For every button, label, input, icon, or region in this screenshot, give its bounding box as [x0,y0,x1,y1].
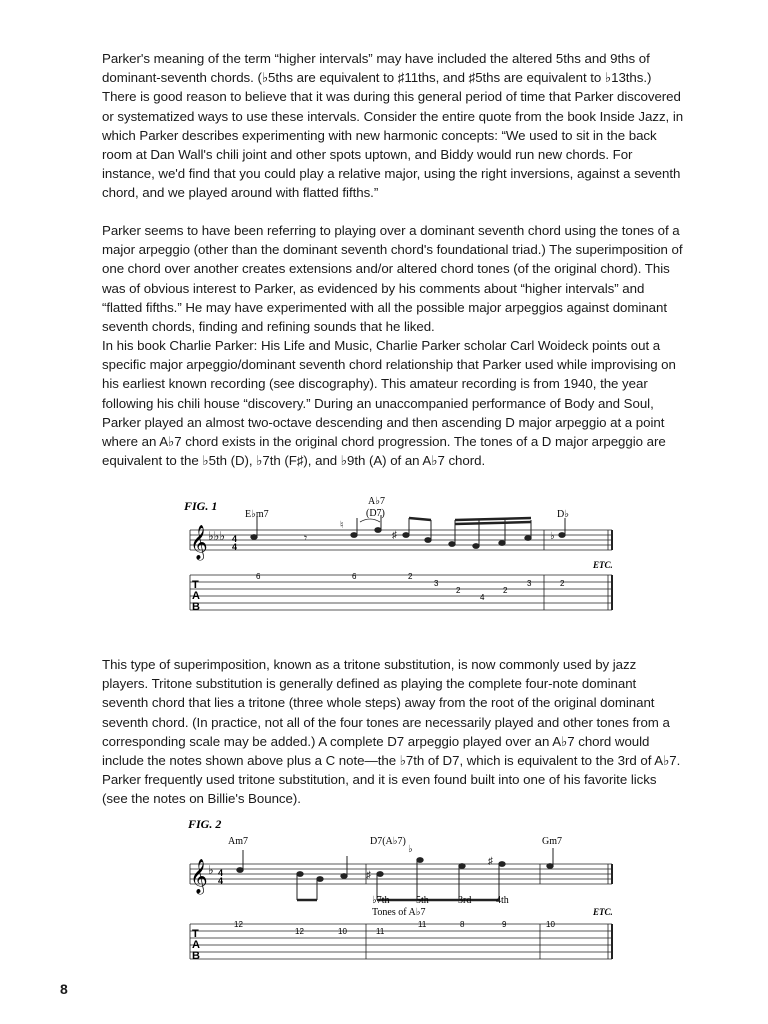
tab-letter-a: A [192,590,200,602]
paragraph-4-text: This type of superimposition, known as a tritone substitution, is now commonly used by jazz players. Tritone substitution is generally defined as playing the complete four-note dominant seventh chord that lies a tritone (three whole steps) away from the root of the original dominant seventh chord. (In practice, not all of the four tones are necessarily played and other tones from a corresponding scale may be added.) A complete D7 arpeggio played over an A♭7 chord would include the notes shown above plus a C note—the ♭7th of D7, which is equivalent to the 3rd of A♭7. Parker frequently used tritone substitution, and it is even found built into one of his favorite licks (see the notes on Billie's Bounce). [102,657,681,807]
tab-letter-b: B [192,950,200,962]
chord-am7: Am7 [228,836,248,847]
chord-db: D♭ [557,509,569,520]
chord-gm7: Gm7 [542,836,562,847]
svg-text:♭: ♭ [408,844,413,855]
figure-1-label: FIG. 1 [184,499,218,513]
tab-number: 10 [546,920,555,929]
fig1-notes [251,515,565,548]
time-signature-icon-2: 4 [218,876,224,886]
key-signature-icon: ♭♭♭ [208,529,225,543]
degree-label: 5th [416,895,429,906]
svg-text:♯: ♯ [366,870,371,881]
chord-ebm7: E♭m7 [245,509,269,520]
time-signature-icon-2: 4 [232,542,238,552]
figure-1-notation [180,490,620,620]
figure-2 [180,812,620,967]
tab-number: 2 [456,586,461,595]
tones-label: Tones of A♭7 [372,907,426,918]
tab-letter-a: A [192,939,200,951]
paragraph-1 [102,49,684,203]
tab-number: 12 [295,927,304,936]
degree-label: ♭7th [372,895,390,906]
figure-2-notation [180,812,620,967]
tab-number: 10 [338,927,347,936]
tab-number: 9 [502,920,507,929]
tab-staff [190,924,612,959]
tab-number: 11 [376,927,385,936]
svg-text:♮: ♮ [340,520,344,531]
tab-number: 11 [418,920,427,929]
fig2-tab-numbers [234,920,555,936]
paragraph-3-text: In his book Charlie Parker: His Life and Music, Charlie Parker scholar Carl Woideck points out a specific major arpeggio/dominant seventh chord relationship that Parker used while improvising on his earliest known recording (see discography). This amateur recording is from 1940, the year following his chili house “discovery.” During an unaccompanied performance of Body and Soul, Parker played an almost two-octave descending and then ascending D major arpeggio at a point where an A♭7 chord exists in the original chord progression. The tones of a D major arpeggio are equivalent to the ♭5th (D), ♭7th (F♯), and ♭9th (A) of an A♭7 chord. [102,338,676,469]
tab-number: 2 [560,579,565,588]
degree-label: 4th [496,895,509,906]
key-signature-icon: ♭ [208,863,214,877]
svg-text:♭: ♭ [550,531,555,542]
svg-text:♯: ♯ [392,530,397,541]
tab-number: 12 [234,920,243,929]
tab-number: 3 [527,579,532,588]
paragraph-1-text: Parker's meaning of the term “higher intervals” may have included the altered 5ths and 9ths of dominant-seventh chords. (♭5ths are equivalent to ♯11ths, and ♯5ths are equivalent to ♭13ths.) There is good reason to believe that it was during this general period of time that Parker discovered or systematized ways to use these intervals. Consider the entire quote from the book Inside Jazz, in which Parker describes experimenting with new harmonic concepts: “We used to sit in the back room at Dan Wall's chili joint and other spots uptown, and Biddy would run new chords. For instance, we'd find that you could play a relative major, using the right inversions, against a seventh chord, and we played around with flatted fifths.” [102,51,684,201]
paragraph-2-text: Parker seems to have been referring to playing over a dominant seventh chord using the tones of a major arpeggio (other than the dominant seventh chord's foundational triad.) The superimposition of one chord over another creates extensions and/or altered chord tones (of the original chord). This was of obvious interest to Parker, as evidenced by his comments about “higher intervals” and “flatted fifths.” He may have experimented with all the possible major arpeggios against dominant seventh chords, finding and refining sounds that he liked. [102,223,683,335]
tab-letter-t: T [192,928,199,940]
tab-number: 6 [352,572,357,581]
treble-clef-icon: 𝄞 [190,859,208,894]
chord-d7: (D7) [366,508,385,519]
tab-letter-b: B [192,601,200,613]
tab-letter-t: T [192,579,199,591]
chord-d7-ab7: D7(A♭7) [370,836,406,847]
page-number: 8 [60,981,68,997]
fig2-etc: ETC. [593,907,613,917]
treble-clef-icon: 𝄞 [190,525,208,560]
chord-ab7: A♭7 [368,496,385,507]
tab-number: 2 [503,586,508,595]
tab-number: 2 [408,572,413,581]
svg-text:𝄾: 𝄾 [304,531,308,545]
figure-2-label: FIG. 2 [188,817,222,831]
svg-text:♯: ♯ [488,856,493,867]
paragraph-3 [102,336,684,470]
time-signature-icon: 4 [218,868,224,878]
fig2-notes [237,844,553,900]
fig1-tab-numbers [256,572,565,602]
paragraph-2 [102,221,684,336]
degree-label: 3rd [458,895,472,906]
time-signature-icon: 4 [232,534,238,544]
figure-1 [180,490,620,620]
tab-number: 8 [460,920,465,929]
tab-number: 6 [256,572,261,581]
tab-staff [190,575,612,610]
tab-number: 3 [434,579,439,588]
fig1-etc: ETC. [593,560,613,570]
paragraph-4 [102,655,684,809]
staff-lines [190,530,612,550]
tab-number: 4 [480,593,485,602]
